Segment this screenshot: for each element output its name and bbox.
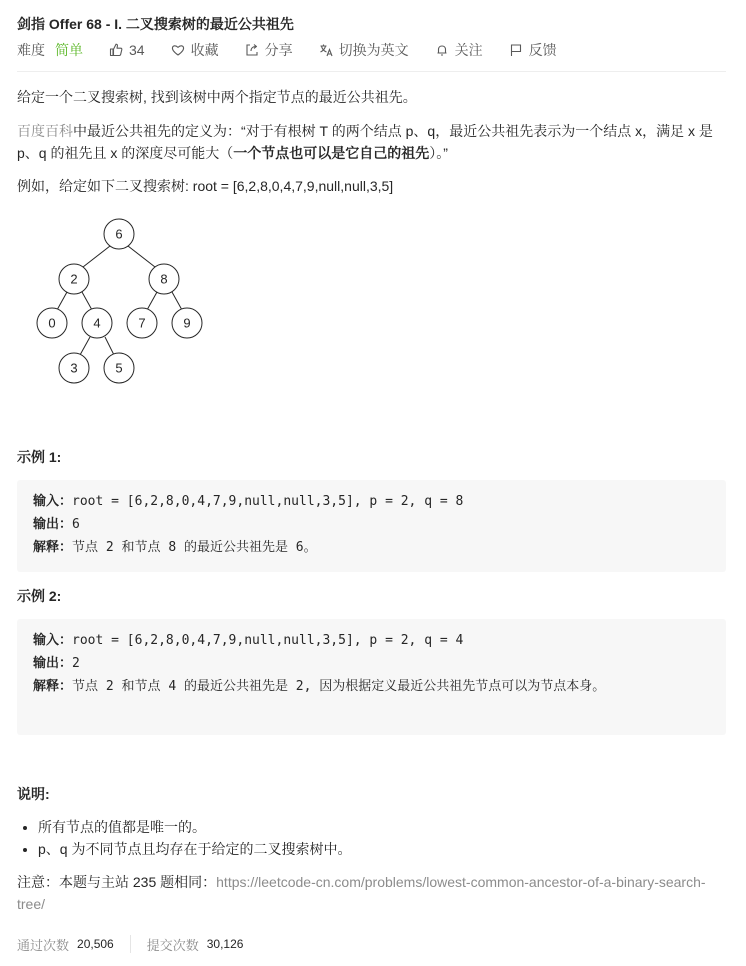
edge-4-3 bbox=[80, 337, 90, 355]
follow-button[interactable] bbox=[435, 40, 483, 60]
submissions-count: 30,126 bbox=[206, 937, 244, 951]
explain-label: 解释： bbox=[33, 540, 73, 555]
example-2-block bbox=[17, 619, 726, 735]
definition-text-1: 中最近公共祖先的定义为：“对于有根树 T 的两个结点 p、q，最近公共祖先表示为一个结点 x，满足 x 是 p、q 的祖先且 x 的深度尽可能大（ bbox=[17, 123, 713, 161]
node-label: 2 bbox=[70, 271, 78, 287]
example-1-input: root = [6,2,8,0,4,7,9,null,null,3,5], p = 2, q = 8 bbox=[72, 494, 464, 509]
heart-icon bbox=[171, 43, 185, 57]
example-2-output: 2 bbox=[72, 656, 80, 671]
example-1-output: 6 bbox=[72, 517, 80, 532]
edge-2-0 bbox=[57, 292, 67, 310]
meta-divider bbox=[17, 71, 726, 72]
same-as-prefix: 注意：本题与主站 235 题相同： bbox=[17, 874, 217, 890]
switch-language-label: 切换为英文 bbox=[338, 42, 409, 58]
problem-title: 剑指 Offer 68 - I. 二叉搜索树的最近公共祖先 bbox=[17, 16, 294, 32]
accepted-label: 通过次数 bbox=[17, 937, 70, 953]
notes-list bbox=[38, 816, 351, 860]
edge-8-9 bbox=[172, 292, 182, 310]
tree-edges bbox=[57, 246, 182, 355]
edge-2-4 bbox=[82, 292, 92, 310]
switch-language-button[interactable] bbox=[319, 40, 409, 60]
input-label: 输入： bbox=[33, 633, 73, 648]
node-label: 8 bbox=[160, 271, 168, 287]
difficulty-label: 难度 bbox=[17, 42, 45, 58]
input-label: 输入： bbox=[33, 494, 73, 509]
like-button[interactable] bbox=[109, 42, 145, 58]
example-2-explain: 节点 2 和节点 4 的最近公共祖先是 2, 因为根据定义最近公共祖先节点可以为节点本身。 bbox=[72, 679, 606, 694]
example-1-explain: 节点 2 和节点 8 的最近公共祖先是 6。 bbox=[72, 540, 317, 555]
example-1-title: 示例 1: bbox=[17, 449, 62, 465]
submissions-label: 提交次数 bbox=[146, 937, 199, 953]
definition-text-2: ）。” bbox=[429, 145, 448, 161]
same-as-note bbox=[17, 871, 726, 915]
node-label: 9 bbox=[183, 315, 191, 331]
output-label: 输出： bbox=[33, 656, 73, 671]
bst-diagram bbox=[30, 215, 230, 390]
node-label: 3 bbox=[70, 360, 78, 376]
lca-definition bbox=[17, 120, 726, 164]
example-2-title: 示例 2: bbox=[17, 588, 62, 604]
edge-6-8 bbox=[128, 246, 155, 267]
translate-icon bbox=[319, 43, 333, 57]
node-label: 7 bbox=[138, 315, 146, 331]
definition-bold: 一个节点也可以是它自己的祖先 bbox=[233, 145, 430, 161]
bell-icon bbox=[435, 43, 449, 57]
example-1-block bbox=[17, 480, 726, 572]
flag-icon bbox=[509, 43, 523, 57]
edge-8-7 bbox=[147, 292, 157, 310]
favorite-button[interactable] bbox=[171, 40, 219, 60]
share-button[interactable] bbox=[245, 40, 293, 60]
node-label: 0 bbox=[48, 315, 56, 331]
edge-4-5 bbox=[105, 337, 114, 355]
thumbs-up-icon bbox=[109, 43, 123, 57]
submission-stats bbox=[17, 934, 243, 954]
node-label: 4 bbox=[93, 315, 101, 331]
problem-meta-bar bbox=[17, 40, 583, 60]
node-label: 6 bbox=[115, 226, 123, 242]
problem-intro: 给定一个二叉搜索树, 找到该树中两个指定节点的最近公共祖先。 bbox=[17, 89, 417, 105]
baike-link[interactable]: 百度百科 bbox=[17, 123, 73, 139]
share-icon bbox=[245, 43, 259, 57]
favorite-label: 收藏 bbox=[190, 42, 219, 58]
node-label: 5 bbox=[115, 360, 123, 376]
like-count: 34 bbox=[129, 42, 145, 58]
stats-divider bbox=[130, 935, 131, 953]
accepted-count: 20,506 bbox=[77, 937, 114, 951]
share-label: 分享 bbox=[264, 42, 293, 58]
example-2-input: root = [6,2,8,0,4,7,9,null,null,3,5], p = 2, q = 4 bbox=[72, 633, 464, 648]
example-intro: 例如，给定如下二叉搜索树: root = [6,2,8,0,4,7,9,null,null,3,5] bbox=[17, 178, 394, 194]
difficulty-badge: 简单 bbox=[55, 42, 83, 58]
explain-label: 解释： bbox=[33, 679, 73, 694]
same-as-link[interactable]: https://leetcode-cn.com/problems/lowest-common-ancestor-of-a-binary-search-tree/ bbox=[17, 874, 706, 912]
output-label: 输出： bbox=[33, 517, 73, 532]
list-item: • p、q 为不同节点且均存在于给定的二叉搜索树中。 bbox=[38, 838, 351, 860]
edge-6-2 bbox=[83, 246, 110, 267]
feedback-label: 反馈 bbox=[528, 42, 557, 58]
follow-label: 关注 bbox=[454, 42, 483, 58]
notes-title: 说明: bbox=[17, 786, 50, 802]
feedback-button[interactable] bbox=[509, 40, 557, 60]
list-item: • 所有节点的值都是唯一的。 bbox=[38, 816, 351, 838]
